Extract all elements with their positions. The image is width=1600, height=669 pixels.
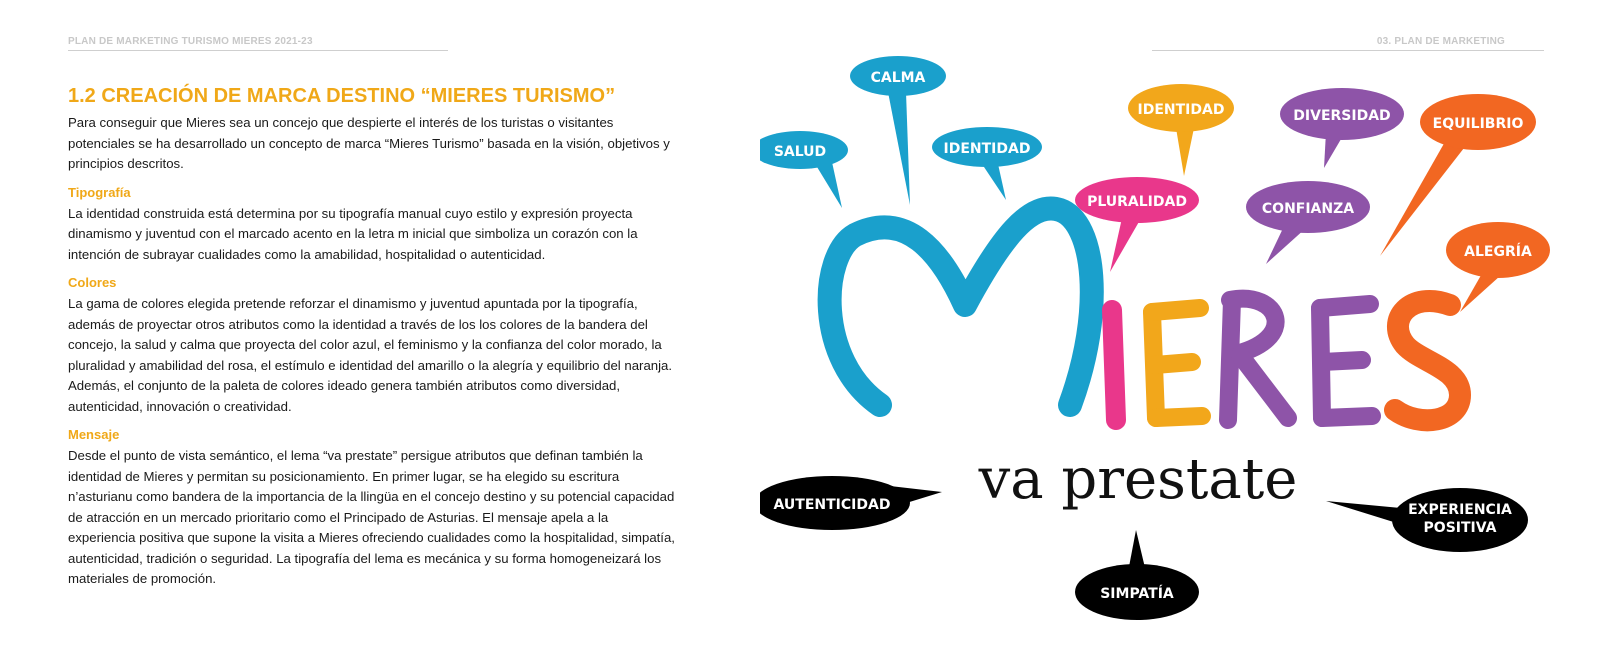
intro-paragraph: Para conseguir que Mieres sea un concejo que despierte el interés de los turistas o visitantes potenciales se ha desarrollado un concepto de marca “Mieres Turismo” basada en la visión, objetivos y principios descritos. bbox=[68, 115, 670, 171]
svg-text:AUTENTICIDAD: AUTENTICIDAD bbox=[773, 497, 891, 513]
running-header-right: 03. PLAN DE MARKETING bbox=[1376, 36, 1505, 47]
svg-text:ALEGRÍA: ALEGRÍA bbox=[1464, 244, 1532, 260]
logo-letter-s bbox=[1395, 301, 1460, 420]
bubble-identidad-yellow bbox=[1128, 84, 1234, 176]
slogan-va-prestate: va prestate bbox=[978, 447, 1298, 512]
svg-text:DIVERSIDAD: DIVERSIDAD bbox=[1293, 108, 1391, 124]
text-column bbox=[68, 83, 678, 590]
logo-letter-e-purple bbox=[1320, 304, 1372, 418]
tipografia-paragraph: La identidad construida está determina por su tipografía manual cuyo estilo y expresión proyecta dinamismo y juventud con el marcado acento en la letra m inicial que simboliza un corazón con la intención de subrayar cualidades como la amabilidad, hospitalidad o autenticidad. bbox=[68, 205, 638, 262]
bubble-confianza bbox=[1246, 181, 1370, 264]
svg-text:EQUILIBRIO: EQUILIBRIO bbox=[1432, 116, 1524, 132]
svg-text:SIMPATÍA: SIMPATÍA bbox=[1100, 586, 1174, 602]
header-rule-left bbox=[68, 50, 448, 51]
tipografia-heading: Tipografía bbox=[68, 184, 131, 200]
svg-text:POSITIVA: POSITIVA bbox=[1423, 520, 1497, 536]
mensaje-heading: Mensaje bbox=[68, 427, 120, 442]
bubble-salud bbox=[760, 131, 848, 208]
logo-letter-i bbox=[1112, 310, 1116, 420]
svg-text:SALUD: SALUD bbox=[773, 144, 827, 160]
bubble-identidad-blue bbox=[932, 127, 1042, 200]
bubble-autenticidad bbox=[760, 476, 942, 530]
mieres-brand-illustration bbox=[760, 50, 1590, 669]
section-title: 1.2 CREACIÓN DE MARCA DESTINO “MIERES TURISMO” bbox=[68, 85, 616, 107]
bubble-simpatia bbox=[1075, 530, 1199, 620]
mensaje-paragraph: Desde el punto de vista semántico, el lema “va prestate” persigue atributos que definan también la identidad de Mieres y permitan su posicionamiento. En primer lugar, se ha elegido su escritura n’asturianu como bandera de la importancia de la llingüa en el concejo destino y su potencial capacidad de atracción en un mercado prioritario como el Principado de Asturias. El mensaje apela a la experiencia positiva que supone la visita a Mieres ofreciendo cualidades como la hospitalidad, simpatía, autenticidad, tradición o seguridad. La tipografía del lema es mecánica y su forma homogeneizará los materiales de promoción. bbox=[68, 448, 675, 586]
svg-text:IDENTIDAD: IDENTIDAD bbox=[1137, 102, 1225, 118]
bubble-calma bbox=[850, 56, 946, 205]
bubble-experiencia-positiva bbox=[1326, 488, 1528, 552]
svg-text:CONFIANZA: CONFIANZA bbox=[1261, 201, 1355, 217]
svg-text:EXPERIENCIA: EXPERIENCIA bbox=[1408, 502, 1512, 518]
logo-letter-r bbox=[1228, 299, 1288, 420]
logo-letter-m-heart bbox=[830, 208, 1092, 405]
logo-letter-e-yellow bbox=[1152, 308, 1202, 418]
svg-text:CALMA: CALMA bbox=[870, 70, 926, 86]
colores-heading: Colores bbox=[68, 275, 117, 290]
bubble-alegria bbox=[1446, 222, 1550, 312]
colores-paragraph: La gama de colores elegida pretende reforzar el dinamismo y juventud apuntada por la tipografía, además de proyectar otros atributos como la identidad a través de los los colores de la bandera del concejo, la salud y calma que proyecta del color azul, el feminismo y la confianza del color morado, la pluralidad y amabilidad del rosa, el estímulo e identidad del amarillo o la alegría y equilibrio del naranja. Además, el conjunto de la paleta de colores ideado genera también atributos como diversidad, autenticidad, innovación o creatividad. bbox=[68, 296, 673, 414]
bubble-diversidad bbox=[1280, 88, 1404, 168]
svg-text:PLURALIDAD: PLURALIDAD bbox=[1087, 194, 1187, 210]
svg-text:IDENTIDAD: IDENTIDAD bbox=[943, 141, 1031, 157]
running-header-left: PLAN DE MARKETING TURISMO MIERES 2021-23 bbox=[68, 36, 313, 47]
